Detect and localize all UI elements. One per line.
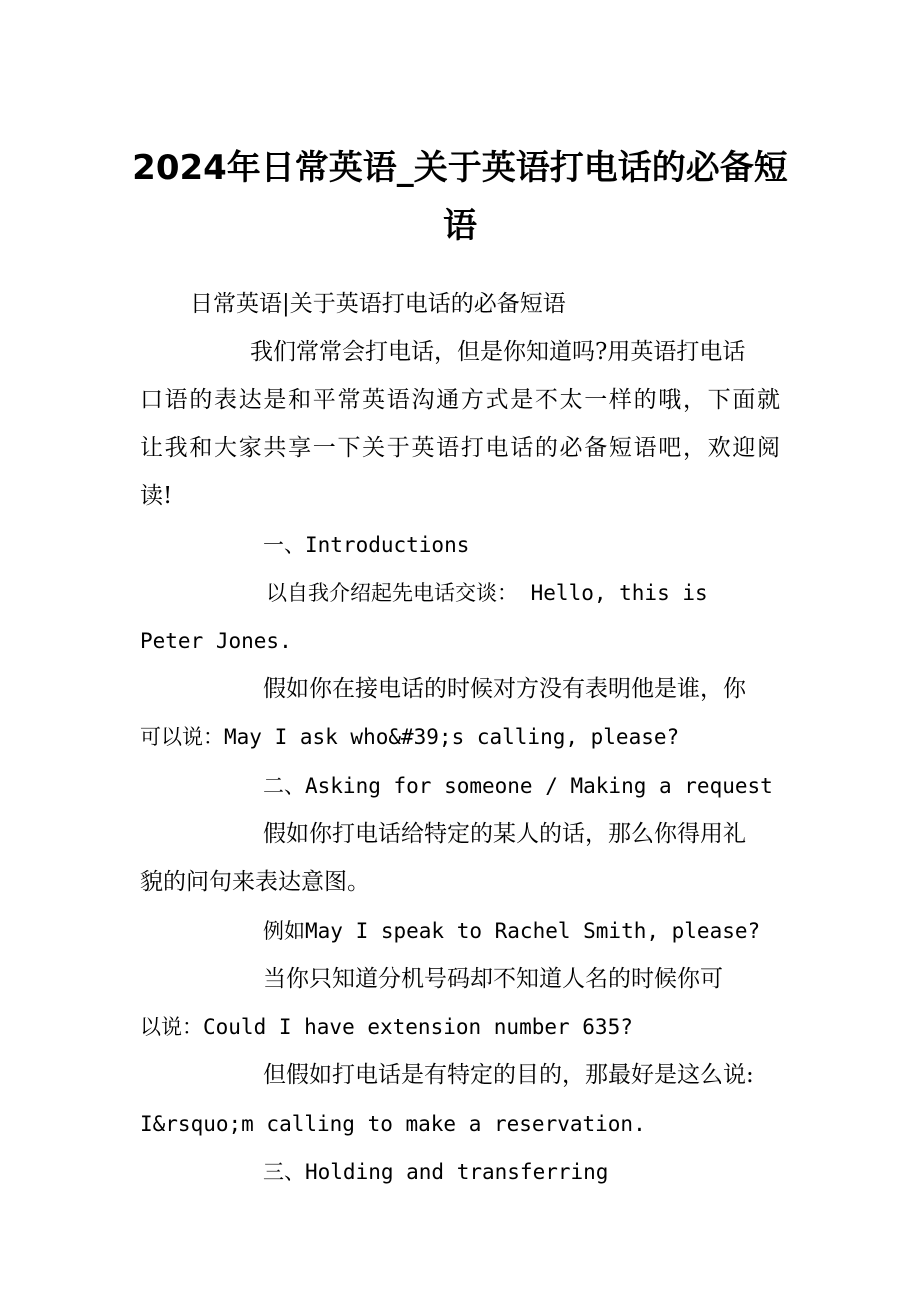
sec2-paragraph4-line1: 但假如打电话是有特定的目的，那最好是这么说:	[263, 1062, 754, 1088]
sec1-paragraph1-line2: Peter Jones.	[140, 629, 292, 653]
document-subtitle: 日常英语|关于英语打电话的必备短语	[190, 291, 566, 317]
intro-paragraph-line1: 我们常常会打电话，但是你知道吗?用英语打电话	[250, 339, 746, 365]
sec2-paragraph3-line1: 当你只知道分机号码却不知道人名的时候你可	[263, 966, 723, 992]
sec2-paragraph1-line2: 貌的问句来表达意图。	[140, 869, 370, 895]
document-title-line2: 语	[443, 206, 477, 246]
document-title-line1: 2024年日常英语_关于英语打电话的必备短	[132, 148, 788, 188]
sec1-paragraph2-line2: 可以说：May I ask who&#39;s calling, please?	[140, 725, 680, 749]
sec1-paragraph1-line1: 以自我介绍起先电话交谈： Hello, this is	[266, 581, 708, 605]
section-heading-asking: 二、Asking for someone / Making a request	[263, 774, 773, 798]
intro-paragraph-line2: 口语的表达是和平常英语沟通方式是不太一样的哦，下面就	[140, 387, 780, 413]
sec2-paragraph2: 例如May I speak to Rachel Smith, please?	[263, 919, 761, 943]
sec1-paragraph2-line1: 假如你在接电话的时候对方没有表明他是谁，你	[263, 676, 746, 702]
intro-paragraph-line3: 让我和大家共享一下关于英语打电话的必备短语吧，欢迎阅	[140, 435, 780, 461]
sec2-paragraph3-line2: 以说：Could I have extension number 635?	[140, 1015, 633, 1039]
intro-paragraph-line4: 读!	[140, 483, 173, 509]
sec2-paragraph4-line2: I&rsquo;m calling to make a reservation.	[140, 1112, 646, 1136]
section-heading-introductions: 一、Introductions	[263, 533, 470, 557]
section-heading-holding: 三、Holding and transferring	[263, 1160, 609, 1184]
sec2-paragraph1-line1: 假如你打电话给特定的某人的话，那么你得用礼	[263, 821, 746, 847]
